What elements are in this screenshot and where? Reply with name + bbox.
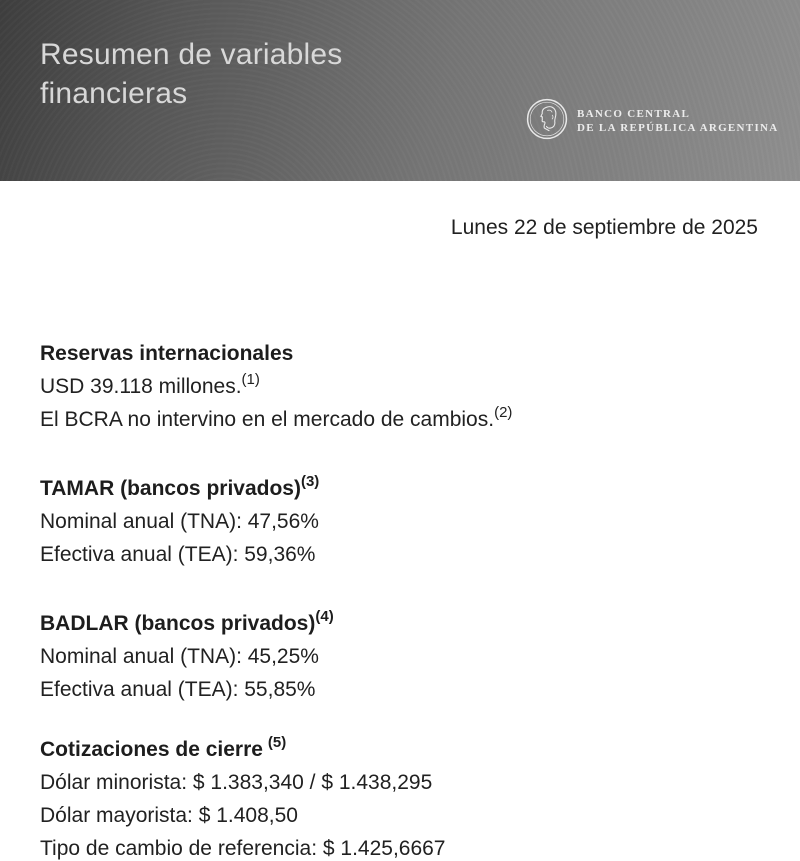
badlar-tea-line: Efectiva anual (TEA): 55,85% bbox=[40, 678, 316, 701]
bcra-logo bbox=[526, 98, 779, 145]
footnote-marker-2: (2) bbox=[494, 404, 513, 421]
section-heading bbox=[40, 337, 758, 370]
header-banner bbox=[0, 0, 800, 181]
page-title-line2: financieras bbox=[40, 77, 188, 110]
bcra-wordmark bbox=[577, 108, 779, 135]
report-body bbox=[0, 213, 800, 861]
page-title-line1: Resumen de variables bbox=[40, 38, 343, 71]
section-heading-text: BADLAR (bancos privados) bbox=[40, 612, 316, 635]
badlar-tna-line: Nominal anual (TNA): 45,25% bbox=[40, 645, 319, 668]
section-heading bbox=[40, 733, 758, 766]
bcra-intervention-line bbox=[40, 403, 758, 436]
bcra-coin-emblem-icon bbox=[526, 98, 568, 145]
section-badlar bbox=[40, 607, 758, 706]
bcra-intervention-text: El BCRA no intervino en el mercado de cambios. bbox=[40, 408, 495, 431]
section-heading bbox=[40, 472, 758, 505]
page-title bbox=[40, 35, 343, 113]
footnote-marker-3: (3) bbox=[300, 473, 320, 490]
reservas-value-line bbox=[40, 370, 758, 403]
dolar-mayorista-line: Dólar mayorista: $ 1.408,50 bbox=[40, 804, 298, 827]
section-tamar bbox=[40, 472, 758, 571]
section-heading-text: Cotizaciones de cierre bbox=[40, 738, 263, 761]
section-heading bbox=[40, 607, 758, 640]
bcra-wordmark-line1: BANCO CENTRAL bbox=[577, 108, 691, 120]
section-heading-text: TAMAR (bancos privados) bbox=[40, 477, 301, 500]
tipo-cambio-referencia-line: Tipo de cambio de referencia: $ 1.425,6667 bbox=[40, 837, 446, 860]
footnote-marker-1: (1) bbox=[241, 371, 260, 388]
dolar-minorista-line: Dólar minorista: $ 1.383,340 / $ 1.438,295 bbox=[40, 771, 433, 794]
tamar-tea-line: Efectiva anual (TEA): 59,36% bbox=[40, 543, 316, 566]
section-cotizaciones-cierre bbox=[40, 733, 758, 861]
report-date: Lunes 22 de septiembre de 2025 bbox=[450, 216, 758, 239]
reservas-value-text: USD 39.118 millones. bbox=[40, 375, 242, 398]
section-reservas-internacionales bbox=[40, 337, 758, 436]
tamar-tna-line: Nominal anual (TNA): 47,56% bbox=[40, 510, 319, 533]
bcra-wordmark-line2: DE LA REPÚBLICA ARGENTINA bbox=[577, 121, 779, 134]
footnote-marker-5: (5) bbox=[267, 734, 287, 751]
footnote-marker-4: (4) bbox=[315, 608, 334, 625]
section-heading-text: Reservas internacionales bbox=[40, 342, 294, 365]
